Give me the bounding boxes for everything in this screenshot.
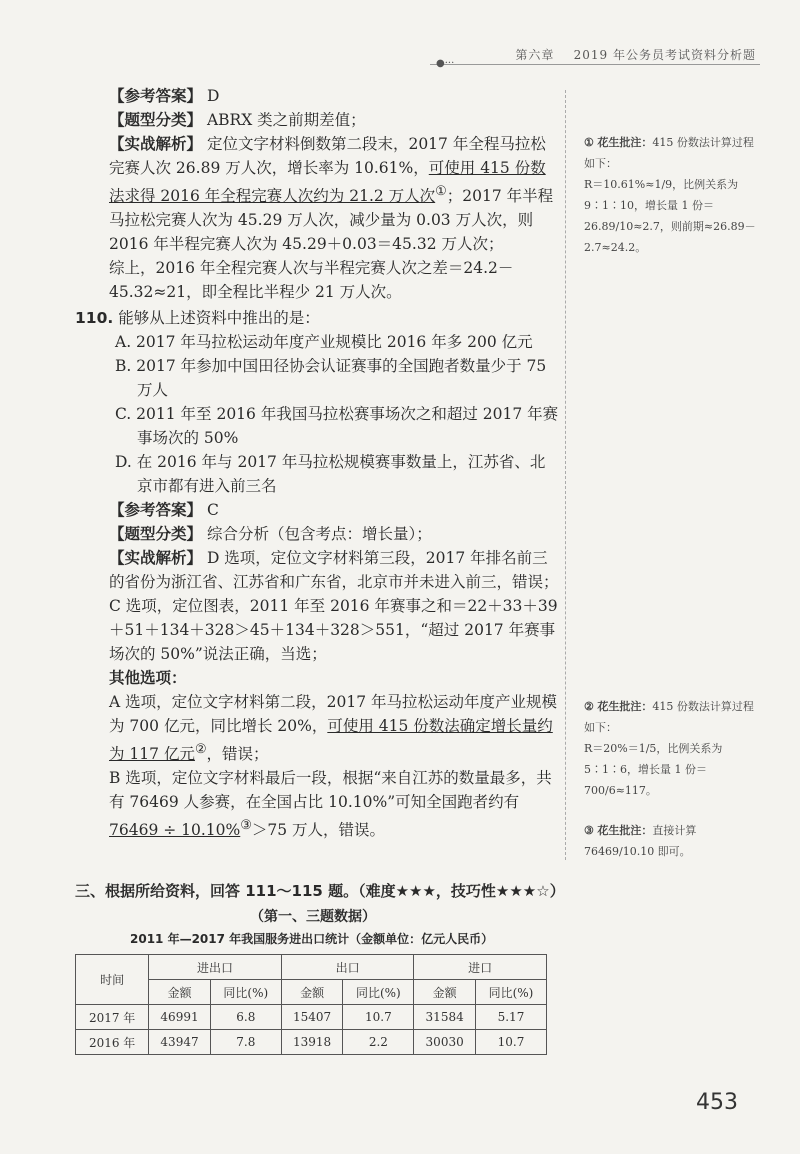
note1-text: 415 份数法计算过程如下： — [584, 136, 754, 170]
q110-option-c: C. 2011 年至 2016 年我国马拉松赛事场次之和超过 2017 年赛事场次的 50% — [115, 405, 559, 448]
q110-option-b: B. 2017 年参加中国田径协会认证赛事的全国跑者数量少于 75 万人 — [115, 357, 547, 400]
q110-analysis-d: D 选项，定位文字材料第三段，2017 年排名前三的省份为浙江省、江苏省和广东省，北京市并未进入前三，错误； — [109, 549, 559, 592]
note2-mark: ② — [584, 700, 594, 713]
q109-note-mark: ① — [435, 184, 447, 199]
q109-analysis-label: 【实战解析】 — [109, 135, 203, 153]
margin-note-3 — [584, 820, 764, 862]
section3-subtitle: （第一、三题数据） — [250, 909, 376, 925]
q110-analysis-b: B 选项，定位文字材料最后一段，根据“来自江苏的数量最多，共有 76469 人参赛，在全国占比 10.10%”可知全国跑者约有 — [109, 769, 552, 812]
q109-analysis-1-underline: 可使用 415 份数法求得 2016 年全程完赛人次约为 21.2 万人次 — [109, 159, 546, 206]
q110-stem: 能够从上述资料中推出的是： — [118, 309, 320, 328]
row-year: 2016 年 — [76, 1030, 149, 1055]
note2-line2: R＝20%＝1/5，比例关系为 5∶1∶6，增长量 1 份＝700/6≈117。 — [584, 742, 723, 797]
margin-note-2 — [584, 696, 764, 801]
note3-mark: ③ — [584, 824, 594, 837]
sub-amount: 金额 — [149, 980, 211, 1005]
table-cell: 30030 — [414, 1030, 476, 1055]
note2-text: 415 份数法计算过程如下： — [584, 700, 754, 734]
q110-note-mark-a: ② — [194, 742, 207, 758]
q110-answer-label: 【参考答案】 — [109, 501, 203, 520]
sub-yoy: 同比(%) — [210, 980, 281, 1005]
trade-table — [75, 954, 547, 1055]
table-cell: 2.2 — [343, 1030, 414, 1055]
q110-other-label: 其他选项： — [109, 669, 187, 688]
section3-title: 三、根据所给资料，回答 111～115 题。（难度★★★，技巧性★★★☆） — [75, 882, 565, 900]
margin-note-1 — [584, 132, 764, 258]
q110-analysis-label: 【实战解析】 — [109, 549, 203, 568]
note1-line3: 26.89/10≈2.7，则前期≈26.89－2.7≈24.2。 — [584, 220, 756, 254]
table-cell: 6.8 — [210, 1005, 281, 1030]
sub-yoy: 同比(%) — [343, 980, 414, 1005]
group-total: 进出口 — [149, 955, 282, 980]
table-row — [76, 1005, 547, 1030]
q109-conclusion: 综上，2016 年全程完赛人次与半程完赛人次之差＝24.2－45.32≈21，即全程比半程少 21 万人次。 — [109, 259, 514, 302]
q110-answer: C — [206, 501, 219, 520]
note1-line2: R＝10.61%≈1/9，比例关系为 9∶1∶10，增长量 1 份＝ — [584, 178, 739, 212]
group-export: 出口 — [281, 955, 414, 980]
q110-option-d: D. 在 2016 年与 2017 年马拉松规模赛事数量上，江苏省、北京市都有进入前三名 — [115, 453, 546, 496]
table-cell: 7.8 — [210, 1030, 281, 1055]
table-row — [76, 1030, 547, 1055]
table-header-row — [76, 955, 547, 980]
header-chapter: 第六章 — [515, 48, 555, 62]
q110-number: 110. — [75, 309, 114, 328]
note3-text: 直接计算 76469/10.10 即可。 — [584, 824, 697, 858]
header-rule — [430, 64, 760, 65]
sub-yoy: 同比(%) — [475, 980, 546, 1005]
sub-amount: 金额 — [414, 980, 476, 1005]
q110-analysis-b-underline: 76469 ÷ 10.10% — [109, 821, 241, 840]
q109-type-label: 【题型分类】 — [109, 111, 203, 129]
q110-analysis-a-end: ，错误； — [206, 745, 269, 764]
table-cell: 5.17 — [475, 1005, 546, 1030]
running-header — [515, 46, 756, 63]
q110-option-a: A. 2017 年马拉松运动年度产业规模比 2016 年多 200 亿元 — [115, 333, 533, 352]
table-cell: 15407 — [281, 1005, 343, 1030]
q109-answer: D — [206, 87, 220, 105]
sub-amount: 金额 — [281, 980, 343, 1005]
table-cell: 10.7 — [343, 1005, 414, 1030]
q109-type: ABRX 类之前期差值； — [206, 111, 366, 129]
group-import: 进口 — [414, 955, 547, 980]
margin-divider — [565, 90, 566, 860]
q110-analysis-c: C 选项，定位图表，2011 年至 2016 年赛事之和＝22＋33＋39＋51＋134＋328＞45＋134＋328＞551，“超过 2017 年赛事场次的 50%”说法正确，当选； — [109, 597, 558, 664]
q110-type-label: 【题型分类】 — [109, 525, 203, 544]
table-cell: 31584 — [414, 1005, 476, 1030]
table-cell: 43947 — [149, 1030, 211, 1055]
table-cell: 46991 — [149, 1005, 211, 1030]
q110-analysis-a-underline: 可使用 415 份数法确定增长量约为 117 亿元 — [109, 717, 553, 764]
main-column — [75, 84, 560, 842]
q110-note-mark-b: ③ — [240, 818, 252, 834]
note1-label: 花生批注： — [597, 136, 653, 149]
q109-analysis-1-end: ；2017 年半程马拉松完赛人次为 45.29 万人次，减少量为 0.03 万人次，则 2016 年半程完赛人次为 45.29＋0.03＝45.32 万人次； — [109, 187, 554, 254]
note3-label: 花生批注： — [597, 824, 653, 837]
q109-answer-label: 【参考答案】 — [109, 87, 203, 105]
table-cell: 10.7 — [475, 1030, 546, 1055]
q110-analysis-b-end: ＞75 万人，错误。 — [251, 821, 385, 840]
note1-mark: ① — [584, 136, 594, 149]
table-cell: 13918 — [281, 1030, 343, 1055]
row-year: 2017 年 — [76, 1005, 149, 1030]
note2-label: 花生批注： — [597, 700, 653, 713]
q109-analysis-1: 定位文字材料倒数第二段末，2017 年全程马拉松完赛人次 26.89 万人次，增长率为 10.61%， — [109, 135, 546, 177]
header-dots-icon: ●··· — [436, 58, 455, 69]
page-number: 453 — [696, 1090, 738, 1115]
q110-analysis-a: A 选项，定位文字材料第二段，2017 年马拉松运动年度产业规模为 700 亿元，同比增长 20%， — [109, 693, 557, 736]
q110-type: 综合分析（包含考点：增长量）； — [206, 525, 432, 544]
header-title: 2019 年公务员考试资料分析题 — [573, 48, 756, 62]
col-time: 时间 — [76, 955, 149, 1005]
table-title: 2011 年—2017 年我国服务进出口统计（金额单位：亿元人民币） — [130, 932, 494, 946]
